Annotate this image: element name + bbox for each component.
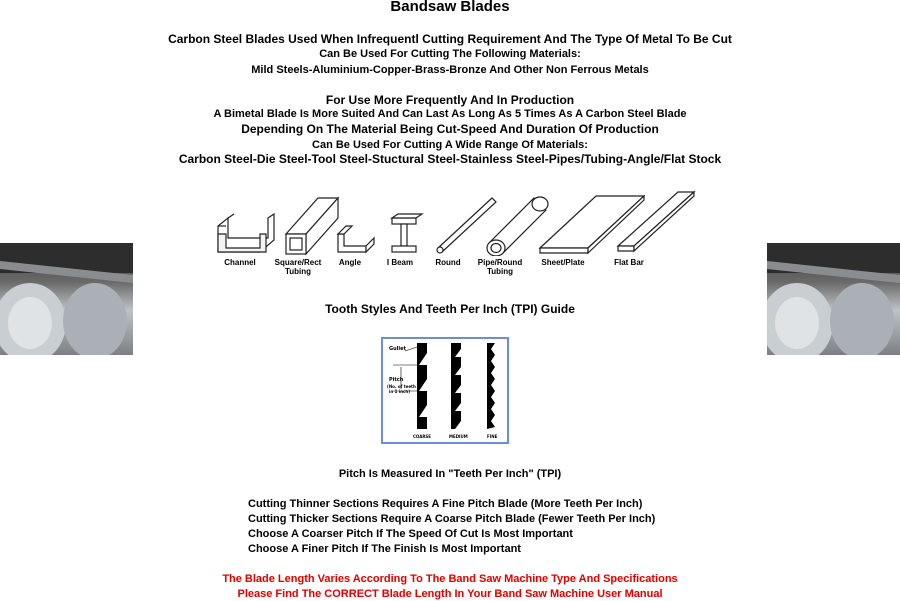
warning-line-2: Please Find The CORRECT Blade Length In Your Band Saw Machine User Manual	[237, 588, 663, 600]
warning-line-1: The Blade Length Varies According To The Band Saw Machine Type And Specifications	[222, 573, 678, 585]
pitch-sub-2: in 1 inch)	[389, 389, 411, 394]
pipe-shape	[487, 197, 548, 256]
fine-blade-icon	[487, 343, 495, 429]
material-shapes-illustration	[214, 190, 700, 256]
page-title: Bandsaw Blades	[390, 0, 510, 15]
i-beam-shape	[392, 214, 422, 252]
tip-2: Cutting Thicker Sections Require A Coarse Pitch Blade (Fewer Teeth Per Inch)	[248, 513, 656, 525]
shape-label-angle: Angle	[338, 258, 362, 267]
bimetal-heading: For Use More Frequently And In Production	[325, 93, 575, 107]
carbon-line-2: Can Be Used For Cutting The Following Materials:	[319, 48, 581, 60]
carbon-line-3: Mild Steels-Aluminium-Copper-Brass-Bronze And Other Non Ferrous Metals	[251, 64, 649, 76]
shape-label-round: Round	[435, 258, 461, 267]
shape-label-i-beam: I Beam	[386, 258, 414, 267]
tip-3: Choose A Coarser Pitch If The Speed Of Cut Is Most Important	[248, 528, 573, 540]
carbon-heading: Carbon Steel Blades Used When Infrequentl Cutting Requirement And The Type Of Metal To Be Cut	[168, 32, 732, 46]
shape-label-sheet-plate: Sheet/Plate	[541, 258, 585, 267]
bandsaw-photo-right	[767, 243, 900, 355]
square-tube-shape	[286, 198, 338, 254]
shape-label-square-tubing: Square/Rect Tubing	[274, 258, 322, 276]
fine-label: FINE	[487, 434, 498, 439]
pitch-label: Pitch	[389, 377, 404, 383]
tpi-guide-diagram	[381, 337, 509, 444]
bimetal-line-4: Can Be Used For Cutting A Wide Range Of Materials:	[312, 139, 588, 151]
coarse-blade-icon	[417, 343, 427, 429]
tip-1: Cutting Thinner Sections Requires A Fine Pitch Blade (More Teeth Per Inch)	[248, 498, 643, 510]
shape-label-channel: Channel	[224, 258, 256, 267]
medium-blade-icon	[451, 343, 461, 429]
tooth-heading: Tooth Styles And Teeth Per Inch (TPI) Guide	[325, 302, 575, 316]
bimetal-line-5: Carbon Steel-Die Steel-Tool Steel-Stuctural Steel-Stainless Steel-Pipes/Tubing-Angle/Flat Stock	[178, 152, 722, 166]
bimetal-line-2: A Bimetal Blade Is More Suited And Can Last As Long As 5 Times As A Carbon Steel Blade	[213, 108, 687, 120]
channel-shape	[218, 214, 274, 252]
pitch-measure-text: Pitch Is Measured In "Teeth Per Inch" (TPI)	[338, 468, 562, 480]
shape-label-flat-bar: Flat Bar	[614, 258, 644, 267]
tip-4: Choose A Finer Pitch If The Finish Is Most Important	[248, 543, 521, 555]
angle-shape	[338, 226, 374, 252]
gullet-label: Gullet	[389, 346, 406, 352]
pitch-sub-1: (No. of teeth	[387, 384, 416, 389]
bandsaw-photo-left	[0, 243, 133, 355]
shape-label-pipe-tubing: Pipe/Round Tubing	[477, 258, 523, 276]
bimetal-line-3: Depending On The Material Being Cut-Speed And Duration Of Production	[241, 122, 659, 136]
medium-label: MEDIUM	[449, 434, 468, 439]
coarse-label: COARSE	[413, 434, 432, 439]
